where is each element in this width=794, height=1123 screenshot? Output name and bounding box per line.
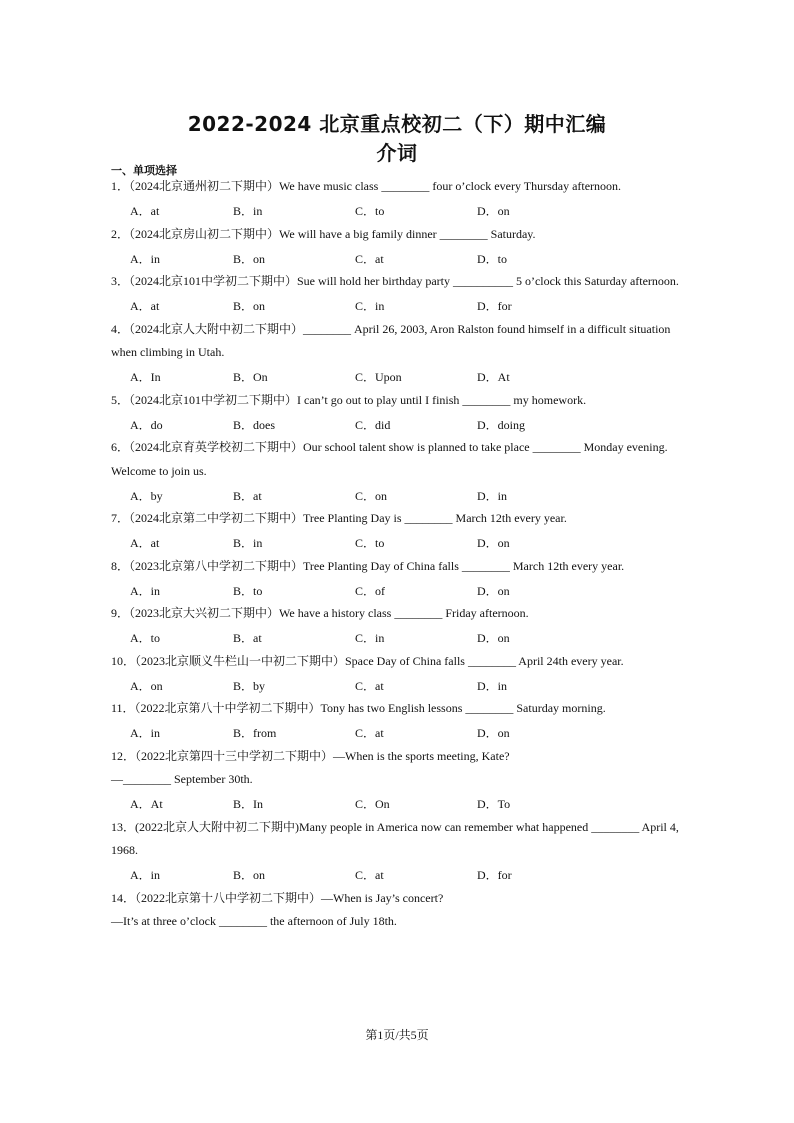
- answer-option: A．at: [130, 299, 160, 313]
- answer-option: C．at: [355, 868, 384, 882]
- question-stem: 1．（2024北京通州初二下期中）We have music class ________ four o’clock every Thursday afternoon.: [111, 179, 622, 193]
- answer-options: [111, 531, 691, 555]
- answer-option: C．to: [355, 536, 385, 550]
- answer-option: C．Upon: [355, 370, 402, 384]
- answer-option: D．in: [477, 678, 508, 693]
- answer-option: D．doing: [477, 417, 526, 432]
- question-item: [111, 318, 691, 389]
- answer-option: B．in: [233, 204, 263, 218]
- answer-option: B．On: [233, 370, 268, 384]
- document-title: 2022-2024 北京重点校初二（下）期中汇编: [187, 112, 607, 136]
- answer-options: [111, 412, 691, 436]
- answer-options: [111, 246, 691, 270]
- answer-option: A．In: [130, 370, 161, 384]
- question-stem: 12．（2022北京第四十三中学初二下期中）—When is the sports meeting, Kate?: [111, 748, 510, 763]
- question-item: [111, 507, 691, 555]
- answer-option: C．in: [355, 299, 385, 313]
- answer-option: D．to: [477, 251, 508, 266]
- answer-option: D．in: [477, 488, 508, 503]
- answer-option: B．on: [233, 299, 266, 313]
- answer-option: A．do: [130, 417, 163, 432]
- question-item: [111, 887, 691, 934]
- answer-option: B．to: [233, 583, 263, 598]
- answer-option: C．On: [355, 797, 390, 811]
- answer-options: [111, 578, 691, 602]
- question-stem: 8．（2023北京第八中学初二下期中）Tree Planting Day of China falls ________ March 12th every year.: [111, 558, 625, 573]
- answer-option: B．on: [233, 251, 266, 266]
- answer-options: [111, 294, 691, 318]
- answer-option: C．to: [355, 204, 385, 218]
- answer-option: A．in: [130, 251, 161, 266]
- answer-option: C．at: [355, 678, 384, 693]
- answer-option: C．at: [355, 726, 384, 740]
- answer-option: A．at: [130, 204, 160, 218]
- answer-option: D．on: [477, 204, 510, 218]
- answer-option: A．on: [130, 678, 163, 693]
- question-item: [111, 270, 691, 318]
- question-item: [111, 650, 691, 698]
- question-stem: 6．（2024北京育英学校初二下期中）Our school talent show is planned to take place ________ Monday evening. Welcome to join us.: [111, 440, 668, 478]
- answer-option: A．At: [130, 797, 163, 811]
- answer-option: D．on: [477, 631, 510, 645]
- answer-option: A．in: [130, 726, 161, 740]
- question-stem: 3．（2024北京101中学初二下期中）Sue will hold her birthday party __________ 5 o’clock this Saturday afternoon.: [111, 274, 679, 288]
- question-stem: 4．（2024北京人大附中初二下期中）________ April 26, 2003, Aron Ralston found himself in a difficult situation when climbing in Utah.: [111, 321, 671, 359]
- question-stem: 14．（2022北京第十八中学初二下期中）—When is Jay’s concert?: [111, 890, 444, 905]
- answer-option: C．at: [355, 251, 384, 266]
- answer-option: D．on: [477, 726, 510, 740]
- answer-options: [111, 673, 691, 697]
- answer-option: A．at: [130, 536, 160, 550]
- answer-options: [111, 721, 691, 745]
- answer-option: B．on: [233, 868, 266, 882]
- question-stem: 9．（2023北京大兴初二下期中）We have a history class ________ Friday afternoon.: [111, 606, 529, 620]
- answer-option: B．by: [233, 678, 266, 693]
- answer-option: C．in: [355, 631, 385, 645]
- question-stem: 5．（2024北京101中学初二下期中）I can’t go out to play until I finish ________ my homework.: [111, 392, 587, 407]
- question-stem-reply: —________ September 30th.: [111, 772, 253, 786]
- answer-option: C．of: [355, 583, 386, 598]
- question-item: [111, 602, 691, 650]
- question-stem: 2．（2024北京房山初二下期中）We will have a big family dinner ________ Saturday.: [111, 226, 536, 241]
- question-stem: 10．（2023北京顺义牛栏山一中初二下期中）Space Day of China falls ________ April 24th every year.: [111, 653, 624, 668]
- answer-option: C．did: [355, 417, 391, 432]
- answer-option: D．To: [477, 797, 511, 811]
- answer-option: D．for: [477, 299, 512, 313]
- question-item: [111, 555, 691, 603]
- answer-option: B．from: [233, 726, 277, 740]
- answer-option: B．in: [233, 536, 263, 550]
- answer-options: [111, 626, 691, 650]
- answer-option: D．for: [477, 868, 512, 882]
- answer-option: A．to: [130, 631, 161, 645]
- question-stem: 7．（2024北京第二中学初二下期中）Tree Planting Day is ________ March 12th every year.: [111, 511, 567, 525]
- question-item: [111, 389, 691, 437]
- answer-option: A．by: [130, 488, 163, 503]
- question-list: [111, 175, 691, 934]
- answer-option: D．on: [477, 583, 510, 598]
- answer-options: [111, 792, 691, 816]
- question-stem-reply: —It’s at three o’clock ________ the afternoon of July 18th.: [111, 914, 397, 928]
- answer-option: C．on: [355, 488, 388, 503]
- answer-options: [111, 199, 691, 223]
- question-stem: 11．（2022北京第八十中学初二下期中）Tony has two English lessons ________ Saturday morning.: [111, 701, 606, 715]
- answer-option: B．In: [233, 797, 264, 811]
- question-item: [111, 697, 691, 745]
- answer-options: [111, 365, 691, 389]
- question-item: [111, 816, 691, 887]
- answer-option: B．does: [233, 417, 276, 432]
- answer-option: D．At: [477, 370, 510, 384]
- page-footer: 第1页/共5页: [365, 1028, 429, 1042]
- question-item: [111, 223, 691, 271]
- answer-option: B．at: [233, 488, 262, 503]
- section-heading: 一、单项选择: [111, 164, 177, 177]
- question-item: [111, 175, 691, 223]
- document-subtitle: 介词: [376, 141, 418, 165]
- answer-option: A．in: [130, 583, 161, 598]
- question-stem: 13．(2022北京人大附中初二下期中)Many people in America now can remember what happened ________ April 4, 1968.: [111, 819, 679, 857]
- answer-options: [111, 483, 691, 507]
- question-item: [111, 436, 691, 507]
- answer-option: B．at: [233, 631, 262, 645]
- answer-option: D．on: [477, 536, 510, 550]
- answer-option: A．in: [130, 868, 161, 882]
- question-item: [111, 745, 691, 816]
- answer-options: [111, 863, 691, 887]
